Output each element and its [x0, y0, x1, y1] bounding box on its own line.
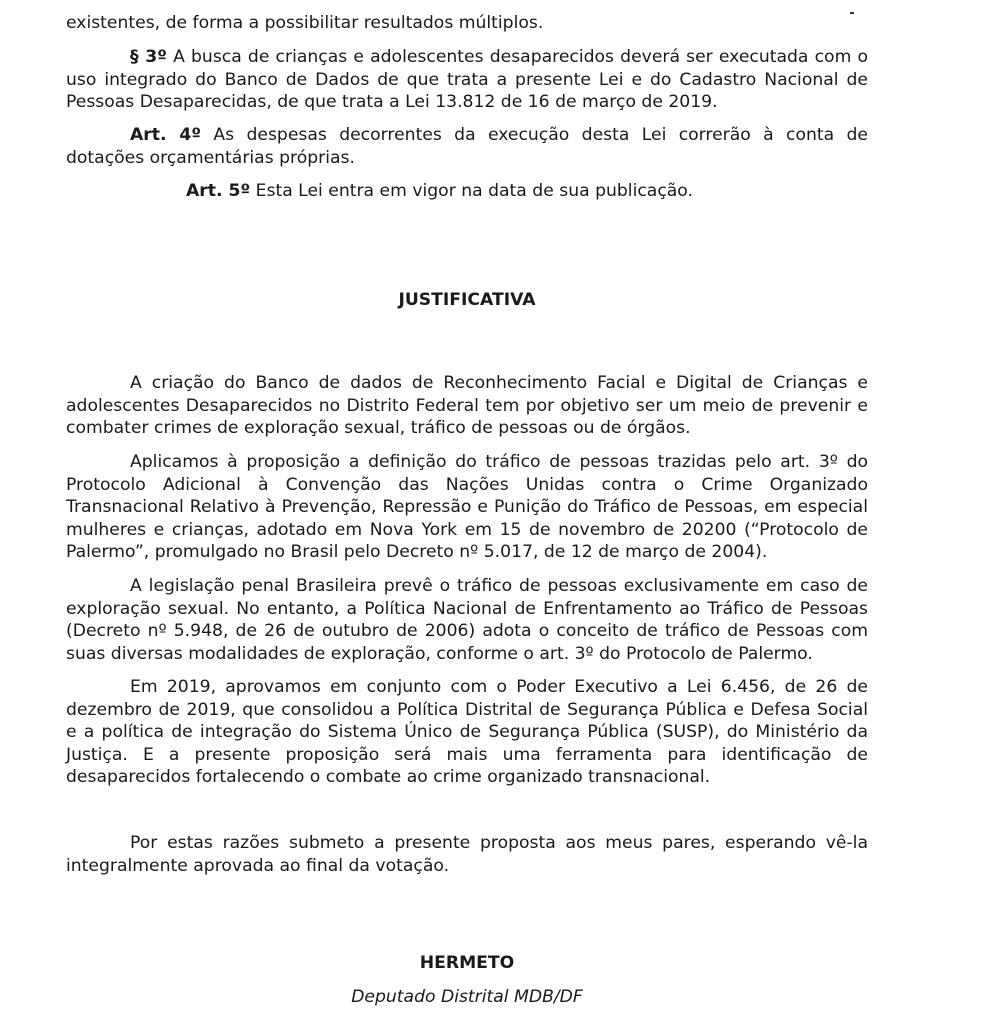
sec3-text: A busca de crianças e adolescentes desaparecidos deverá ser executada com o uso integrado do Banco de Dados de que trata a presente Lei e do Cadastro Nacional de Pessoas Desaparecidas, de que trata a Lei 13.812 de 16 de março de 2019.: [66, 47, 868, 112]
justificativa-paragraph: Aplicamos à proposição a definição do tráfico de pessoas trazidas pelo art. 3º do Protocolo Adicional à Convenção das Nações Unidas contra o Crime Organizado Transnacional Relativo à Prevenção, Repressão e Punição do Tráfico de Pessoas, em especial mulheres e crianças, adotado em Nova York em 15 de novembro de 20200 (“Protocolo de Palermo”, promulgado no Brasil pelo Decreto nº 5.017, de 12 de março de 2004).: [66, 452, 868, 562]
art4-label: Art. 4º: [130, 125, 202, 145]
justificativa-paragraph: A legislação penal Brasileira prevê o tráfico de pessoas exclusivamente em caso de exploração sexual. No entanto, a Política Nacional de Enfrentamento ao Tráfico de Pessoas (Decreto nº 5.948, de 26 de outubro de 2006) adota o conceito de tráfico de Pessoas com suas diversas modalidades de exploração, conforme o art. 3º do Protocolo de Palermo.: [66, 576, 868, 664]
justificativa-paragraph: Em 2019, aprovamos em conjunto com o Poder Executivo a Lei 6.456, de 26 de dezembro de 2019, que consolidou a Política Distrital de Segurança Pública e Defesa Social e a política de integração do Sistema Único de Segurança Pública (SUSP), do Ministério da Justiça. E a presente proposição será mais uma ferramenta para identificação de desaparecidos fortalecendo o combate ao crime organizado transnacional.: [66, 677, 868, 787]
art4-text: As despesas decorrentes da execução desta Lei correrão à conta de dotações orçamentárias próprias.: [66, 125, 869, 168]
sec3-label: § 3º: [130, 47, 167, 67]
continuation-line: existentes, de forma a possibilitar resultados múltiplos.: [66, 13, 544, 33]
page-mark: [850, 12, 854, 14]
justificativa-heading: JUSTIFICATIVA: [398, 290, 536, 310]
art5-text: Esta Lei entra em vigor na data de sua publicação.: [250, 181, 693, 201]
closing-paragraph: Por estas razões submeto a presente proposta aos meus pares, esperando vê-la integralmente aprovada ao final da votação.: [66, 833, 868, 876]
justificativa-paragraph: A criação do Banco de dados de Reconhecimento Facial e Digital de Crianças e adolescentes Desaparecidos no Distrito Federal tem por objetivo ser um meio de prevenir e combater crimes de exploração sexual, tráfico de pessoas ou de órgãos.: [66, 373, 868, 438]
art5-label: Art. 5º: [186, 181, 251, 201]
article-5: [186, 180, 693, 203]
article-4: [66, 124, 868, 169]
signature-name: HERMETO: [419, 953, 515, 973]
paragraph-sec3: [66, 46, 868, 114]
signature-role: Deputado Distrital MDB/DF: [351, 987, 583, 1007]
